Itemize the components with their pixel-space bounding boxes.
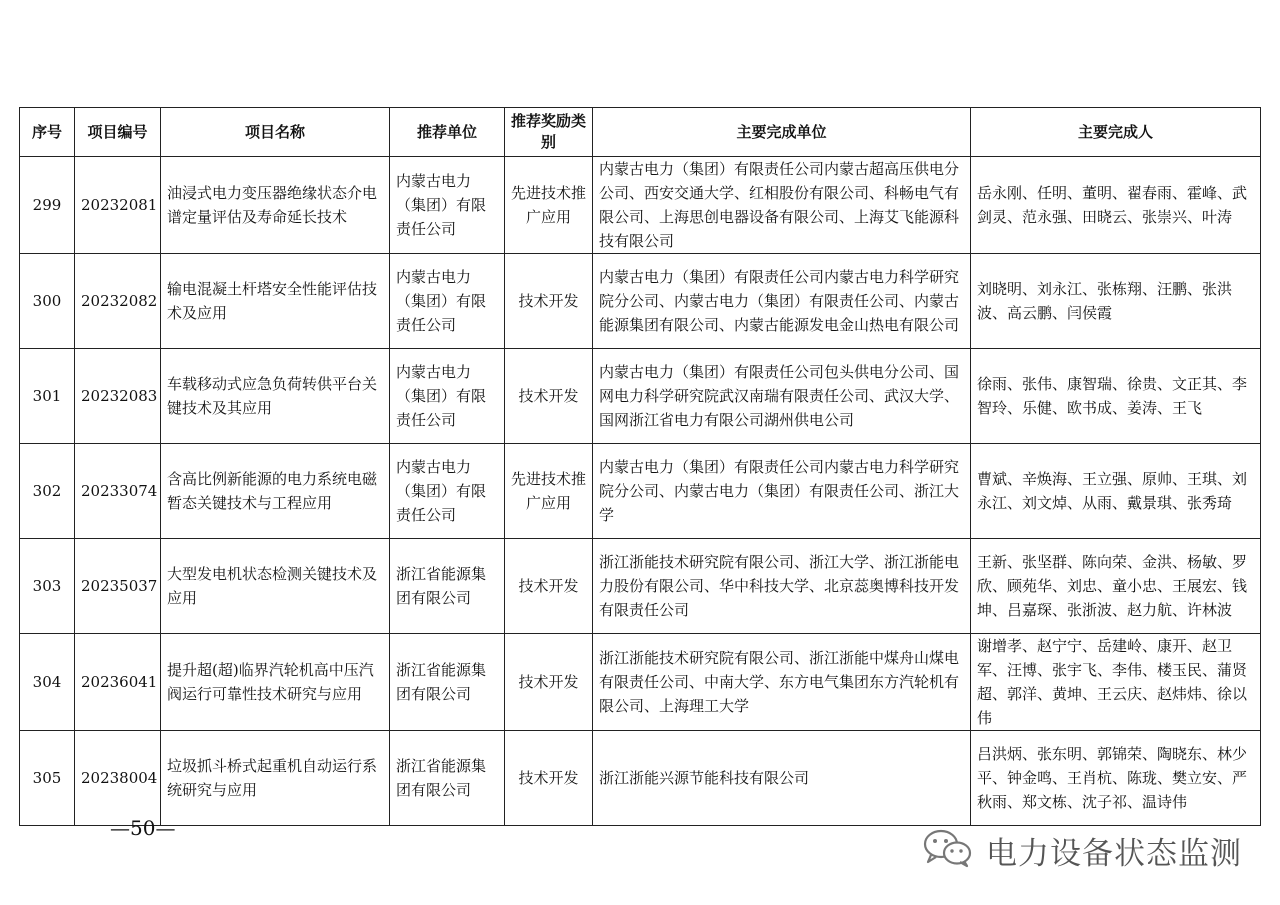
cell-code: 20232082: [75, 254, 161, 349]
cell-recommending-unit: 内蒙古电力（集团）有限责任公司: [390, 444, 505, 539]
cell-completing-people: 曹斌、辛焕海、王立强、原帅、王琪、刘永江、刘文焯、从雨、戴景琪、张秀琦: [971, 444, 1261, 539]
cell-code: 20236041: [75, 634, 161, 731]
cell-completing-orgs: 浙江浙能兴源节能科技有限公司: [593, 731, 971, 826]
cell-serial: 304: [20, 634, 75, 731]
cell-serial: 300: [20, 254, 75, 349]
header-category: 推荐奖励类别: [505, 108, 593, 157]
header-code: 项目编号: [75, 108, 161, 157]
cell-completing-orgs: 内蒙古电力（集团）有限责任公司包头供电分公司、国网电力科学研究院武汉南瑞有限责任公司、武汉大学、国网浙江省电力有限公司湖州供电公司: [593, 349, 971, 444]
cell-project-name: 含高比例新能源的电力系统电磁暂态关键技术与工程应用: [161, 444, 390, 539]
cell-recommending-unit: 浙江省能源集团有限公司: [390, 731, 505, 826]
cell-project-name: 输电混凝土杆塔安全性能评估技术及应用: [161, 254, 390, 349]
table-row: [20, 731, 1261, 826]
cell-completing-people: 徐雨、张伟、康智瑞、徐贵、文正其、李智玲、乐健、欧书成、姜涛、王飞: [971, 349, 1261, 444]
cell-serial: 299: [20, 157, 75, 254]
cell-recommending-unit: 浙江省能源集团有限公司: [390, 634, 505, 731]
cell-code: 20233074: [75, 444, 161, 539]
watermark-text: 电力设备状态监测: [986, 835, 1242, 872]
cell-project-name: 垃圾抓斗桥式起重机自动运行系统研究与应用: [161, 731, 390, 826]
cell-serial: 305: [20, 731, 75, 826]
table-row: [20, 634, 1261, 731]
cell-category: 技术开发: [505, 254, 593, 349]
cell-code: 20232083: [75, 349, 161, 444]
cell-recommending-unit: 内蒙古电力（集团）有限责任公司: [390, 254, 505, 349]
table-row: [20, 444, 1261, 539]
cell-project-name: 车载移动式应急负荷转供平台关键技术及其应用: [161, 349, 390, 444]
cell-category: 先进技术推广应用: [505, 157, 593, 254]
cell-completing-people: 谢增孝、赵宁宁、岳建岭、康开、赵卫军、汪博、张宇飞、李伟、楼玉民、蒲贤超、郭洋、黄坤、王云庆、赵炜炜、徐以伟: [971, 634, 1261, 731]
cell-completing-orgs: 浙江浙能技术研究院有限公司、浙江浙能中煤舟山煤电有限责任公司、中南大学、东方电气集团东方汽轮机有限公司、上海理工大学: [593, 634, 971, 731]
cell-category: 先进技术推广应用: [505, 444, 593, 539]
cell-recommending-unit: 内蒙古电力（集团）有限责任公司: [390, 349, 505, 444]
cell-code: 20235037: [75, 539, 161, 634]
cell-project-name: 油浸式电力变压器绝缘状态介电谱定量评估及寿命延长技术: [161, 157, 390, 254]
cell-serial: 302: [20, 444, 75, 539]
cell-serial: 301: [20, 349, 75, 444]
header-people: 主要完成人: [971, 108, 1261, 157]
page-number: —50—: [110, 816, 176, 840]
cell-completing-people: 王新、张坚群、陈向荣、金洪、杨敏、罗欣、顾苑华、刘忠、童小忠、王展宏、钱坤、吕嘉琛、张浙波、赵力航、许林波: [971, 539, 1261, 634]
cell-code: 20238004: [75, 731, 161, 826]
cell-category: 技术开发: [505, 731, 593, 826]
cell-completing-people: 岳永刚、任明、董明、翟春雨、霍峰、武剑灵、范永强、田晓云、张崇兴、叶涛: [971, 157, 1261, 254]
header-orgs: 主要完成单位: [593, 108, 971, 157]
cell-project-name: 提升超(超)临界汽轮机高中压汽阀运行可靠性技术研究与应用: [161, 634, 390, 731]
cell-project-name: 大型发电机状态检测关键技术及应用: [161, 539, 390, 634]
header-unit: 推荐单位: [390, 108, 505, 157]
cell-category: 技术开发: [505, 539, 593, 634]
table-row: [20, 254, 1261, 349]
table-row: [20, 157, 1261, 254]
award-table: [19, 107, 1261, 826]
cell-completing-people: 刘晓明、刘永江、张栋翔、汪鹏、张洪波、高云鹏、闫侯霞: [971, 254, 1261, 349]
cell-code: 20232081: [75, 157, 161, 254]
cell-recommending-unit: 浙江省能源集团有限公司: [390, 539, 505, 634]
watermark: [922, 828, 1242, 872]
table-row: [20, 539, 1261, 634]
wechat-icon: [922, 828, 974, 872]
cell-completing-orgs: 内蒙古电力（集团）有限责任公司内蒙古电力科学研究院分公司、内蒙古电力（集团）有限责任公司、浙江大学: [593, 444, 971, 539]
cell-category: 技术开发: [505, 349, 593, 444]
cell-completing-people: 吕洪炳、张东明、郭锦荣、陶晓东、林少平、钟金鸣、王肖杭、陈珑、樊立安、严秋雨、郑文栋、沈子祁、温诗伟: [971, 731, 1261, 826]
cell-completing-orgs: 内蒙古电力（集团）有限责任公司内蒙古电力科学研究院分公司、内蒙古电力（集团）有限责任公司、内蒙古能源集团有限公司、内蒙古能源发电金山热电有限公司: [593, 254, 971, 349]
header-name: 项目名称: [161, 108, 390, 157]
table-row: [20, 349, 1261, 444]
header-serial: 序号: [20, 108, 75, 157]
cell-recommending-unit: 内蒙古电力（集团）有限责任公司: [390, 157, 505, 254]
cell-category: 技术开发: [505, 634, 593, 731]
cell-completing-orgs: 浙江浙能技术研究院有限公司、浙江大学、浙江浙能电力股份有限公司、华中科技大学、北京蕊奥博科技开发有限责任公司: [593, 539, 971, 634]
cell-serial: 303: [20, 539, 75, 634]
table-header-row: [20, 108, 1261, 157]
cell-completing-orgs: 内蒙古电力（集团）有限责任公司内蒙古超高压供电分公司、西安交通大学、红相股份有限公司、科畅电气有限公司、上海思创电器设备有限公司、上海艾飞能源科技有限公司: [593, 157, 971, 254]
